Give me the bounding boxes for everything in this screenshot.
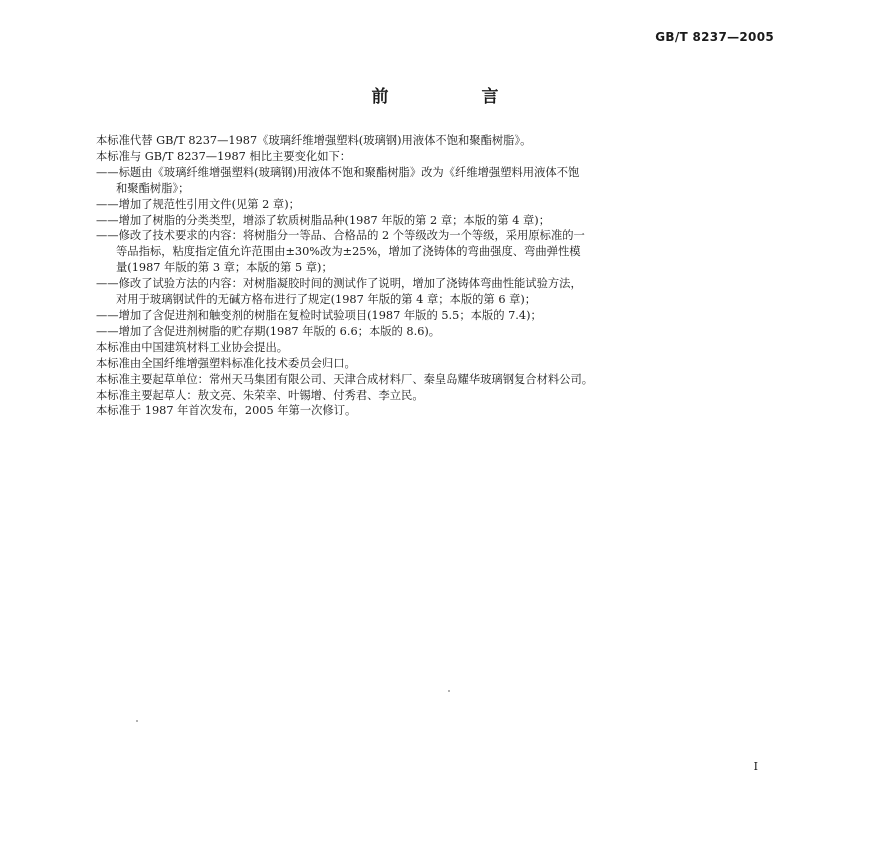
text-line: 对用于玻璃钢试件的无碱方格布进行了规定(1987 年版的第 4 章；本版的第 6 章)； — [116, 293, 537, 307]
standard-code: GB/T 8237—2005 — [655, 30, 774, 44]
text-line: ——增加了树脂的分类类型，增添了软质树脂品种(1987 年版的第 2 章；本版的第 4 章)； — [96, 213, 550, 227]
text-line: 本标准由中国建筑材料工业协会提出。 — [96, 340, 289, 354]
text-line: ——增加了含促进剂和触变剂的树脂在复检时试验项目(1987 年版的 5.5；本版的 7.4)； — [96, 308, 542, 322]
text-line: 本标准主要起草单位：常州天马集团有限公司、天津合成材料厂、秦皇岛耀华玻璃钢复合材料公司。 — [96, 372, 594, 386]
text-line: 本标准与 GB/T 8237—1987 相比主要变化如下： — [96, 149, 352, 163]
foreword-body — [96, 133, 786, 419]
text-line: 本标准代替 GB/T 8237—1987《玻璃纤维增强塑料(玻璃钢)用液体不饱和聚酯树脂》。 — [96, 134, 532, 147]
page-title: 前 言 — [371, 87, 537, 107]
scan-speck — [448, 690, 450, 692]
text-line: ——标题由《玻璃纤维增强塑料(玻璃钢)用液体不饱和聚酯树脂》改为《纤维增强塑料用液体不饱 — [96, 165, 580, 179]
text-line: 和聚酯树脂》； — [116, 181, 190, 195]
page-number: I — [753, 760, 758, 773]
text-line: ——增加了含促进剂树脂的贮存期(1987 年版的 6.6；本版的 8.6)。 — [96, 324, 441, 338]
scan-speck — [136, 720, 138, 722]
text-line: 等品指标，粘度指定值允许范围由±30%改为±25%，增加了浇铸体的弯曲强度、弯曲弹性模 — [116, 245, 581, 259]
text-line: ——修改了试验方法的内容：对树脂凝胶时间的测试作了说明，增加了浇铸体弯曲性能试验方法， — [96, 277, 582, 291]
text-line: 本标准主要起草人：敖文亮、朱荣幸、叶锡增、付秀君、李立民。 — [96, 388, 424, 402]
text-line: 本标准于 1987 年首次发布，2005 年第一次修订。 — [96, 404, 357, 418]
text-line: 量(1987 年版的第 3 章；本版的第 5 章)； — [116, 261, 333, 275]
text-line: ——增加了规范性引用文件(见第 2 章)； — [96, 197, 300, 211]
text-line: 本标准由全国纤维增强塑料标准化技术委员会归口。 — [96, 356, 356, 370]
text-line: ——修改了技术要求的内容：将树脂分一等品、合格品的 2 个等级改为一个等级，采用原标准的一 — [96, 229, 585, 243]
